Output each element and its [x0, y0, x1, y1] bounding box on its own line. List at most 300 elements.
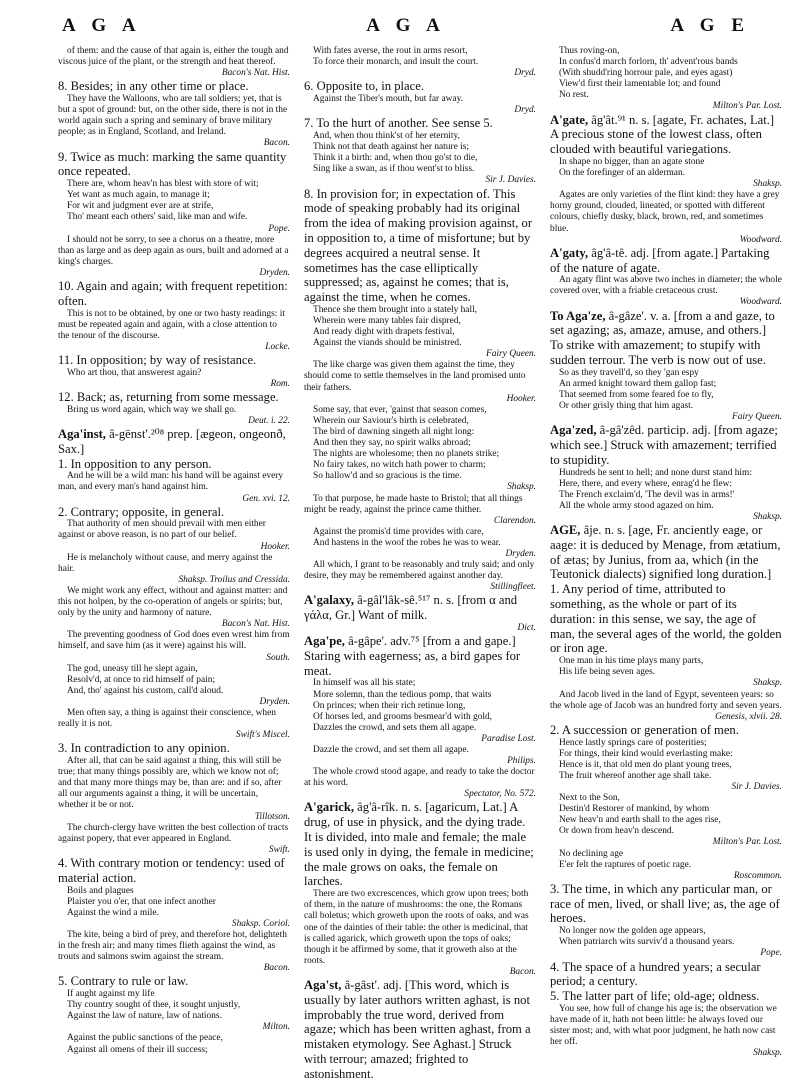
quotation: [304, 494, 536, 516]
entry-text: Thus roving-on,: [559, 46, 620, 56]
quotation: [58, 686, 290, 697]
citation: [550, 782, 782, 793]
entry-text: Milton's Par. Lost.: [712, 101, 782, 112]
entry-text: Shaksp.: [753, 512, 782, 522]
entry-text: Against the Tiber's mouth, but far away.: [313, 94, 464, 105]
entry-text: No longer now the golden age appears,: [559, 926, 706, 937]
quotation: [550, 804, 782, 815]
citation: [550, 512, 782, 523]
entry-text: 1. In opposition to any person.: [58, 456, 212, 471]
entry-text: And Jacob lived in the land of Egypt, seventeen years: so the whole age of Jacob was an hundred forty and seven years.: [550, 689, 782, 711]
entry-text: Woodward.: [739, 234, 782, 245]
entry-text: And ready dight with drapets festival,: [313, 327, 455, 338]
entry-text: Or down from heav'n descend.: [559, 826, 674, 837]
entry-text: 3. In contradiction to any opinion.: [58, 741, 230, 756]
entry-text: Shaksp.: [753, 678, 782, 689]
quotation: [58, 908, 290, 919]
citation: [304, 349, 536, 360]
sense-definition: [304, 187, 536, 305]
entry-text: So as they travell'd, so they 'gan espy: [559, 367, 699, 378]
entry-text: Bacon.: [263, 963, 290, 974]
entry-text: New heav'n and earth shall to the ages rise,: [559, 815, 721, 826]
entry-text: Hooker.: [260, 541, 290, 552]
entry-text: 5. The latter part of life; old-age; oldness.: [550, 989, 760, 1004]
entry-text: Sir J. Davies.: [731, 782, 782, 792]
headword-entry: [550, 523, 782, 582]
entry-text: 11. In opposition; by way of resistance.: [58, 352, 257, 367]
entry-text: 3. The time, in which any particular man, or race of men, lived, or shall live; as, the age of heroes.: [550, 881, 780, 926]
citation: [58, 542, 290, 553]
citation: [304, 967, 536, 978]
citation: [58, 379, 290, 390]
entry-text: Pope.: [268, 223, 290, 234]
citation: [304, 105, 536, 116]
headword-entry: [304, 593, 536, 623]
citation: [304, 756, 536, 767]
citation: [58, 697, 290, 708]
quotation: [58, 886, 290, 897]
quotation: [58, 519, 290, 541]
entry-text: (With shudd'ring horrour pale, and eyes agast): [559, 68, 733, 79]
entry-text: Who art thou, that answerest again?: [67, 367, 202, 378]
entry-text: The fruit whereof another age shall take.: [559, 770, 712, 781]
headword: Aga'pe,: [304, 634, 345, 649]
quotation: [550, 168, 782, 179]
quotation: [550, 937, 782, 948]
entry-text: Milton's Par. Lost.: [712, 837, 782, 848]
quotation: [304, 538, 536, 549]
entry-text: Dryden.: [259, 267, 290, 278]
entry-text: Dazzles the crowd, and sets them all agape.: [313, 722, 477, 733]
sense-definition: [58, 353, 290, 368]
entry-text: Next to the Son,: [559, 793, 620, 804]
quotation: [304, 153, 536, 164]
entry-text: 10. Again and again; with frequent repetition: often.: [58, 278, 288, 308]
entry-text: Or other grisly thing that him agast.: [559, 401, 694, 412]
entry-text: Some say, that ever, 'gainst that season comes,: [313, 404, 487, 415]
entry-text: Rom.: [270, 378, 290, 389]
quotation: [304, 416, 536, 427]
citation: [58, 494, 290, 505]
quotation: [58, 235, 290, 268]
quotation: [58, 708, 290, 730]
entry-text: Wherein our Saviour's birth is celebrated,: [313, 415, 469, 426]
running-head-right: A G E: [670, 15, 750, 36]
quotation: [58, 553, 290, 575]
entry-text: I should not be sorry, to see a chorus on a theatre, more than as large and as deep again as ours, built and adorned at a king's charges.: [58, 234, 289, 267]
entry-text: The French exclaim'd, 'The devil was in arms!': [559, 489, 735, 500]
entry-text: â-gâpe'. adv.⁷⁵ [from a and gape.] Staring with eagerness; as, a bird gapes for meat.: [304, 634, 521, 678]
entry-text: Clarendon.: [493, 515, 536, 526]
quotation: [304, 57, 536, 68]
quotation: [304, 327, 536, 338]
entry-text: Hooker.: [506, 393, 536, 404]
entry-text: The god, uneasy till he slept again,: [67, 663, 198, 674]
sense-definition: [58, 150, 290, 180]
sense-definition: [58, 505, 290, 520]
quotation: [58, 823, 290, 845]
quotation: [550, 760, 782, 771]
entry-text: Shaksp.: [753, 179, 782, 190]
citation: [304, 623, 536, 634]
quotation: [304, 316, 536, 327]
citation: [58, 416, 290, 427]
entry-text: Bring us word again, which way we shall go.: [67, 404, 237, 415]
quotation: [58, 471, 290, 493]
entry-text: Fairy Queen.: [732, 412, 782, 423]
quotation: [304, 712, 536, 723]
sense-definition: [58, 390, 290, 405]
entry-text: â-gâze'. v. a. [from a and gaze, to set agazing; as, amaze, amuse, and others.] To strike with amazement; to stupify with sudden terrour. The verb is now out of use.: [550, 308, 775, 367]
entry-text: Bacon.: [263, 138, 290, 149]
entry-text: South.: [266, 652, 290, 663]
quotation: [550, 468, 782, 479]
quotation: [550, 401, 782, 412]
citation: [304, 394, 536, 405]
entry-text: No fairy takes, no witch hath power to charm;: [313, 460, 486, 471]
entry-text: 1. Any period of time, attributed to something, as the whole or part of its duration: in this sense, we say, the age of man, the several ages of the world, the golden or iron age.: [550, 582, 782, 656]
entry-text: â-gâl'lâk-sê.⁵¹⁷ n. s. [from α and γάλα, Gr.] Want of milk.: [304, 593, 518, 623]
entry-text: Philips.: [507, 756, 536, 767]
entry-text: Yet want as much again, to manage it;: [67, 190, 210, 201]
running-head: [58, 6, 786, 46]
citation: [58, 845, 290, 856]
quotation: [304, 94, 536, 105]
entry-text: They have the Walloons, who are tall soldiers; yet, that is but a spot of ground: but, on the other side, there is not in the world again such a spring and seminary of brave military people; as in England, Scotland, and Ireland.: [58, 94, 288, 138]
entry-text: One man in his time plays many parts,: [559, 656, 704, 667]
entry-text: Thence she them brought into a stately hall,: [313, 304, 478, 315]
quotation: [304, 427, 536, 438]
entry-text: 12. Back; as, returning from some message.: [58, 389, 279, 404]
entry-text: The whole crowd stood agape, and ready to take the doctor at his word.: [304, 767, 535, 789]
quotation: [58, 897, 290, 908]
quotation: [58, 179, 290, 190]
quotation: [550, 379, 782, 390]
entry-text: Destin'd Restorer of mankind, by whom: [559, 804, 710, 815]
entry-text: After all, that can be said against a thing, this will still be true; that many things possibly are, which we know not of; and that many more things may be, than are: and if so, after all our arguments against a thing, it will be uncertain, whether it be or not.: [58, 756, 282, 811]
quotation: [58, 201, 290, 212]
entry-text: In shape no bigger, than an agate stone: [559, 156, 705, 167]
citation: [58, 653, 290, 664]
entry-text: On princes; when their rich retinue long,: [313, 700, 466, 711]
entry-text: 8. In provision for; in expectation of. This mode of speaking probably had its original from the idea of making provision against, or in opposition to, a time of misfortune; but by degrees acquired a neutral sense. It sometimes has the case elliptically suppressed; as, against he comes; that is, against the time, when he comes.: [304, 186, 533, 305]
citation: [58, 963, 290, 974]
entry-text: 5. Contrary to rule or law.: [58, 974, 189, 989]
quotation: [304, 560, 536, 582]
entry-text: 7. To the hurt of another. See sense 5.: [304, 116, 493, 131]
entry-text: Against the wind a mile.: [67, 907, 159, 918]
entry-text: Stillingfleet.: [490, 582, 536, 593]
quotation: [304, 745, 536, 756]
entry-text: Hence is it, that old men do plant young trees,: [559, 759, 732, 770]
entry-text: Roscommon.: [733, 870, 782, 881]
entry-text: We might work any effect, without and against matter: and this not holpen, by the co-operation of angels or spirits; but, only by the unity and harmony of nature.: [58, 585, 288, 619]
sense-definition: [550, 960, 782, 990]
headword: A'garick,: [304, 800, 355, 815]
citation: [58, 812, 290, 823]
entry-text: View'd first their lamentable lot; and found: [559, 79, 721, 90]
quotation: [304, 438, 536, 449]
headword: A'gaty,: [550, 245, 589, 260]
citation: [58, 224, 290, 235]
entry-text: The bird of dawning singeth all night long:: [313, 426, 475, 437]
citation: [58, 268, 290, 279]
citation: [58, 730, 290, 741]
entry-text: On the forefinger of an alderman.: [559, 168, 685, 179]
entry-text: Think it a birth: and, when thou go'st to die,: [313, 153, 478, 164]
quotation: [304, 131, 536, 142]
quotation: [550, 738, 782, 749]
citation: [304, 549, 536, 560]
citation: [304, 68, 536, 79]
entry-text: Of horses led, and grooms besmear'd with gold,: [313, 711, 492, 722]
sense-definition: [58, 457, 290, 472]
entry-text: Dryd.: [514, 68, 536, 79]
quotation: [550, 667, 782, 678]
quotation: [550, 68, 782, 79]
citation: [550, 179, 782, 190]
entry-text: That seemed from some feared foe to fly,: [559, 389, 714, 400]
headword-entry: [550, 309, 782, 368]
quotation: [304, 723, 536, 734]
headword-entry: [550, 113, 782, 157]
entry-text: Tillotson.: [254, 811, 290, 822]
entry-text: Genesis, xlvii. 28.: [715, 711, 782, 722]
entry-text: All which, I grant to be reasonably and truly said; and only desire, they may be remembered against another day.: [304, 560, 535, 582]
entry-text: âg'ât.⁹¹ n. s. [agate, Fr. achates, Lat.] A precious stone of the lowest class, often clouded with beautiful variegations.: [550, 112, 775, 157]
entry-text: Swift.: [268, 844, 290, 855]
quotation: [58, 46, 290, 68]
entry-text: 9. Twice as much: marking the same quantity once repeated.: [58, 149, 287, 179]
citation: [304, 582, 536, 593]
entry-text: No declining age: [559, 848, 624, 859]
quotation: [58, 675, 290, 686]
citation: [304, 734, 536, 745]
entry-text: That authority of men should prevail with men either against or above reason, is no part of our belief.: [58, 519, 266, 541]
entry-text: Against all omens of their ill success;: [67, 1044, 208, 1055]
quotation: [304, 889, 536, 967]
quotation: [304, 142, 536, 153]
citation: [58, 575, 290, 586]
quotation: [550, 656, 782, 667]
entry-text: The nights are wholesome; then no planets strike;: [313, 449, 500, 460]
quotation: [58, 630, 290, 652]
entry-text: And then they say, no spirit walks abroad;: [313, 438, 471, 449]
quotation: [304, 405, 536, 416]
entry-text: Milton.: [262, 1022, 290, 1033]
quotation: [304, 360, 536, 393]
entry-text: Think not that death against her nature is;: [313, 142, 469, 153]
quotation: [58, 1033, 290, 1044]
sense-definition: [58, 974, 290, 989]
entry-text: 2. Contrary; opposite, in general.: [58, 504, 225, 519]
entry-text: And, when thou think'st of her eternity,: [313, 131, 460, 142]
citation: [58, 342, 290, 353]
quotation: [550, 690, 782, 712]
entry-text: An agaty flint was above two inches in diameter; the whole covered over, with a friable cretaceous crust.: [550, 275, 782, 297]
quotation: [58, 212, 290, 223]
entry-text: Against the law of nature, law of nations.: [67, 1011, 222, 1022]
column-middle: [304, 46, 536, 1081]
entry-text: When patriarch wits surviv'd a thousand years.: [559, 937, 735, 948]
entry-text: Swift's Miscel.: [235, 730, 290, 741]
sense-definition: [304, 116, 536, 131]
entry-text: 6. Opposite to, in place.: [304, 79, 424, 94]
quotation: [550, 926, 782, 937]
quotation: [550, 79, 782, 90]
entry-text: Shaksp. Coriol.: [231, 918, 290, 929]
entry-text: Hence lastly springs care of posterities;: [559, 737, 707, 748]
entry-text: With fates averse, the rout in arms resort,: [313, 46, 468, 56]
entry-text: An armed knight toward them gallop fast;: [559, 378, 717, 389]
quotation: [550, 275, 782, 297]
sense-definition: [304, 79, 536, 94]
quotation: [58, 1000, 290, 1011]
entry-text: Pope.: [760, 948, 782, 959]
column-left: [58, 46, 290, 1055]
entry-text: âg'â-rîk. n. s. [agaricum, Lat.] A drug, of use in physick, and the dying trade. It is divided, into male and female; the male is used only in dying, the female in medicine; the male grows on oaks, the female on larches.: [304, 800, 534, 889]
entry-text: The like charge was given them against the time, they should come to settle themselves in the land promised unto their fathers.: [304, 360, 526, 393]
citation: [304, 175, 536, 186]
quotation: [304, 767, 536, 789]
entry-text: âje. n. s. [age, Fr. anciently eage, or aage: it is deduced by Menage, from ætatium, of ætas; by Junius, from aa, which (in the Teutonick dialects) signified long duration.]: [550, 523, 781, 582]
quotation: [550, 90, 782, 101]
entry-text: Sing like a swan, as if thou went'st to bliss.: [313, 164, 475, 175]
headword: Aga'st,: [304, 977, 342, 992]
entry-text: Paradise Lost.: [481, 733, 536, 744]
quotation: [550, 771, 782, 782]
entry-text: Bacon's Nat. Hist.: [221, 68, 290, 79]
running-head-left: A G A: [62, 15, 142, 36]
quotation: [58, 756, 290, 811]
quotation: [550, 46, 782, 57]
entry-text: The kite, being a bird of prey, and therefore hot, delighteth in the fresh air; and many times flieth against the wind, as trouts and salmons swim against the stream.: [58, 929, 287, 963]
quotation: [58, 586, 290, 619]
entry-text: âg'â-tê. adj. [from agate.] Partaking of the nature of agate.: [550, 245, 770, 275]
entry-text: And he will be a wild man: his hand will be against every man, and every man's hand against him.: [58, 471, 284, 493]
entry-text: E'er felt the raptures of poetic rage.: [559, 859, 692, 870]
entry-text: His life being seven ages.: [559, 667, 656, 678]
entry-text: All the whole army stood agazed on him.: [559, 500, 714, 511]
entry-text: 4. The space of a hundred years; a secular period; a century.: [550, 959, 761, 989]
quotation: [550, 157, 782, 168]
quotation: [550, 490, 782, 501]
entry-text: Sir J. Davies.: [485, 175, 536, 186]
quotation: [304, 460, 536, 471]
citation: [304, 482, 536, 493]
headword: To Aga'ze,: [550, 308, 606, 323]
entry-text: 2. A succession or generation of men.: [550, 722, 739, 737]
citation: [58, 619, 290, 630]
entry-text: If aught against my life: [67, 989, 155, 1000]
entry-text: For wit and judgment ever are at strife,: [67, 201, 214, 212]
quotation: [58, 1011, 290, 1022]
entry-text: In himself was all his state;: [313, 678, 416, 689]
quotation: [58, 190, 290, 201]
quotation: [550, 749, 782, 760]
entry-text: Tho' meant each others' said, like man and wife.: [67, 212, 248, 223]
entry-text: To force their monarch, and insult the court.: [313, 57, 479, 68]
headword-entry: [550, 246, 782, 276]
entry-text: This is not to be obtained, by one or two hasty readings: it must be repeated again and again, with a close attention to the tenour of the discourse.: [58, 308, 285, 341]
quotation: [550, 793, 782, 804]
sense-definition: [550, 989, 782, 1004]
quotation: [550, 849, 782, 860]
headword: Aga'zed,: [550, 423, 597, 438]
entry-text: Dryden.: [505, 548, 536, 559]
entry-text: Against the public sanctions of the peace,: [67, 1033, 223, 1044]
entry-text: Bacon.: [509, 966, 536, 977]
entry-text: Men often say, a thing is against their conscience, when really it is not.: [58, 707, 276, 730]
entry-text: Locke.: [265, 341, 290, 352]
headword-entry: [304, 800, 536, 889]
headword: A'galaxy,: [304, 593, 355, 608]
entry-text: And hastens in the woof the robes he was to wear.: [313, 537, 501, 548]
entry-text: To that purpose, he made haste to Bristol; that all things might be ready, against the prince came thither.: [304, 493, 523, 515]
entry-text: Dict.: [517, 622, 536, 633]
quotation: [304, 46, 536, 57]
quotation: [58, 930, 290, 963]
citation: [550, 871, 782, 882]
sense-definition: [58, 741, 290, 756]
citation: [550, 235, 782, 246]
entry-text: 4. With contrary motion or tendency: used of material action.: [58, 855, 285, 885]
entry-text: The church-clergy have written the best collection of tracts against popery, that ever appeared in England.: [58, 822, 289, 844]
quotation: [550, 479, 782, 490]
quotation: [550, 190, 782, 234]
citation: [58, 138, 290, 149]
quotation: [550, 368, 782, 379]
citation: [58, 68, 290, 79]
entry-text: â-gâ'zêd. particip. adj. [from agaze; which see.] Struck with amazement; terrified to stupidity.: [550, 423, 778, 467]
column-right: [550, 46, 782, 1059]
entry-text: Woodward.: [739, 297, 782, 308]
quotation: [58, 405, 290, 416]
citation: [304, 516, 536, 527]
entry-text: And, tho' against his custom, call'd aloud.: [67, 685, 224, 696]
quotation: [58, 664, 290, 675]
citation: [550, 837, 782, 848]
entry-text: So hallow'd and so gracious is the time.: [313, 471, 462, 482]
sense-definition: [58, 279, 290, 309]
citation: [58, 1022, 290, 1033]
quotation: [304, 471, 536, 482]
entry-text: â-gënst'.²⁰⁸ prep. [ægeon, ongeonð, Sax.]: [58, 426, 286, 456]
citation: [304, 789, 536, 800]
entry-text: Thy country sought of thee, it sought unjustly,: [67, 1000, 241, 1011]
entry-text: Dazzle the crowd, and set them all agape.: [313, 744, 469, 755]
headword-entry: [58, 427, 290, 457]
text-columns: [58, 46, 786, 1081]
headword-entry: [304, 634, 536, 678]
entry-text: â-gâst'. adj. [This word, which is usually by later authors written aghast, is not improbably the true word, derived from agaze; which has been written aghast, from a mistaken etymology. See Aghast.] Struck with terrour; amazed; frighted to astonishment.: [304, 977, 531, 1081]
entry-text: Shaksp.: [753, 1048, 782, 1059]
entry-text: Fairy Queen.: [486, 349, 536, 360]
quotation: [550, 860, 782, 871]
quotation: [304, 164, 536, 175]
entry-text: Against the promis'd time provides with care,: [313, 526, 484, 537]
citation: [550, 412, 782, 423]
quotation: [58, 94, 290, 138]
citation: [550, 101, 782, 112]
quotation: [304, 701, 536, 712]
quotation: [550, 501, 782, 512]
entry-text: Boils and plagues: [67, 885, 134, 896]
entry-text: Gen. xvi. 12.: [242, 493, 290, 504]
citation: [58, 919, 290, 930]
citation: [550, 712, 782, 723]
entry-text: There are two excrescences, which grow upon trees; both of them, in the nature of mushrooms: the one, the Romans call boletus; which groweth upon the roots of oaks, and was one of the dainties of their table: the other is medicinal, that is called agarick, which groweth upon the tops of oaks; though it be affirmed by some, that it groweth also at the roots.: [304, 889, 529, 966]
